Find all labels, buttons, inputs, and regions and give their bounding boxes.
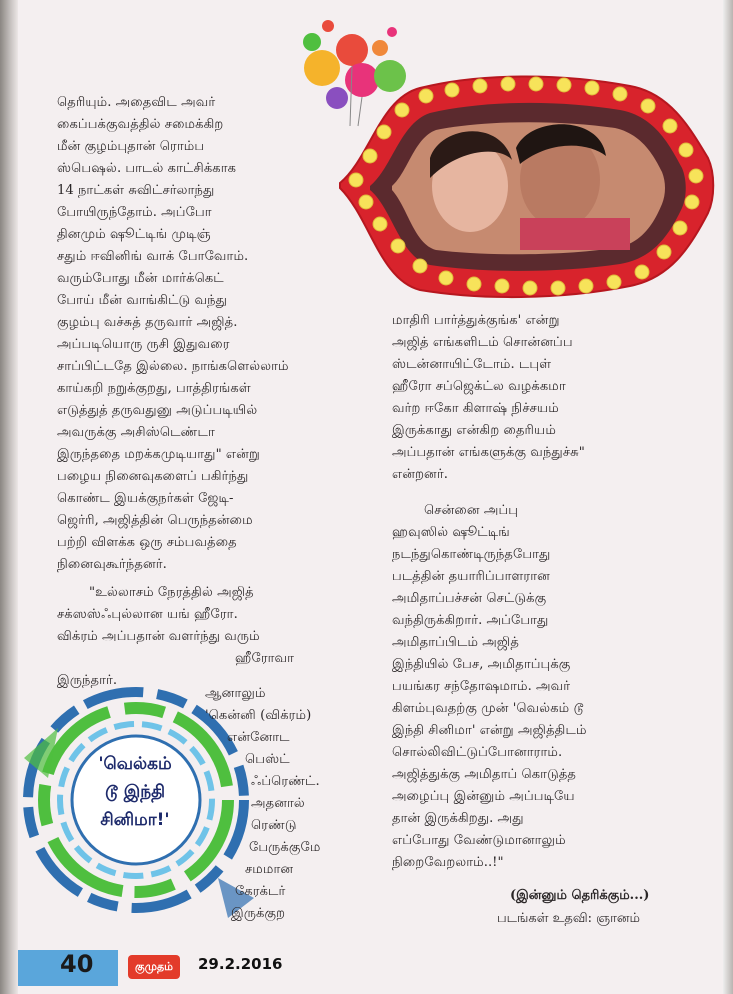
text-line: பயங்கர சந்தோஷமாம். அவர் <box>392 679 571 694</box>
text-line: இந்தியில் பேச, அமிதாப்புக்கு <box>392 657 571 672</box>
text-line: ரெண்டு <box>251 818 297 833</box>
text-line: அழைப்பு இன்னும் அப்படியே <box>392 789 575 804</box>
text-line: தான் இருக்கிறது. அது <box>392 811 524 826</box>
text-line: வரும்போது மீன் மார்க்கெட் <box>57 271 224 286</box>
text-line: அதனால் <box>251 796 305 811</box>
magazine-logo: குமுதம் <box>128 955 180 979</box>
text-line: பெஸ்ட் <box>245 752 290 767</box>
movie-still-frame <box>330 68 715 303</box>
text-line: விக்ரம் அப்பதான் வளர்ந்து வரும் <box>57 629 260 644</box>
photo-credit: படங்கள் உதவி: ஞானம் <box>497 911 640 926</box>
text-line: பற்றி விளக்க ஒரு சம்பவத்தை <box>57 535 237 550</box>
text-line: சாப்பிட்டதே இல்லை. நாங்களெல்லாம் <box>57 359 289 374</box>
paragraph <box>392 310 692 486</box>
text-line: சக்ஸஸ்ஃபுல்லான யங் ஹீரோ. <box>57 607 238 622</box>
text-line: அவருக்கு அசிஸ்டெண்டா <box>57 425 215 440</box>
text-line: ஃப்ரெண்ட். <box>251 774 320 789</box>
text-line: ஸ்டன்னாயிட்டோம். டபுள் <box>392 357 552 372</box>
page-edge <box>723 0 733 994</box>
text-line: அமிதாப்பிடம் அஜித் <box>392 635 519 650</box>
text-line: நடந்துகொண்டிருந்தபோது <box>392 547 551 562</box>
text-line: சமமான <box>245 862 294 877</box>
text-line: என்றனர். <box>392 467 448 482</box>
text-line: படத்தின் தயாரிப்பாளரான <box>392 569 550 584</box>
text-line: போயிருந்தோம். அப்போ <box>57 205 212 220</box>
paragraph <box>57 92 352 576</box>
text-line: சொல்லிவிட்டுப்போனாராம். <box>392 745 563 760</box>
paragraph <box>203 683 383 925</box>
badge-line: டூ இந்தி <box>104 782 166 802</box>
text-line: தினமும் ஷூட்டிங் முடிஞ் <box>57 227 211 242</box>
text-line: பழைய நினைவுகளைப் பகிர்ந்து <box>57 469 249 484</box>
text-line: வந்திருக்கிறார். அப்போது <box>392 613 549 628</box>
text-line: அஜித் எங்களிடம் சொன்னப்ப <box>392 335 573 350</box>
text-line: 14 நாட்கள் சுவிட்சர்லாந்து <box>57 183 215 198</box>
text-line: எடுத்துத் தருவதுனு அடுப்படியில் <box>57 403 258 418</box>
text-line: வர்ற ஈகோ கிளாஷ் நிச்சயம் <box>392 401 559 416</box>
article-column-left <box>57 92 352 692</box>
text-line: "உல்லாசம் நேரத்தில் அஜித் <box>89 585 254 600</box>
text-line: குழம்பு வச்சுத் தருவார் அஜித். <box>57 315 238 330</box>
text-line: ஹவுஸில் ஷூட்டிங் <box>392 525 510 540</box>
text-line: ஜெர்ரி, அஜித்தின் பெருந்தன்மை <box>57 513 253 528</box>
text-line: இருக்காது என்கிற தைரியம் <box>392 423 556 438</box>
text-line: பேருக்குமே <box>249 840 321 855</box>
text-line: நினைவுகூர்ந்தனர். <box>57 557 167 572</box>
issue-date: 29.2.2016 <box>198 955 283 973</box>
text-line: சதும் ஈவினிங் வாக் போவோம். <box>57 249 249 264</box>
text-line: இருந்ததை மறக்கமுடியாது" என்று <box>57 447 260 462</box>
text-line: என்னோட <box>227 730 290 745</box>
page-binding <box>0 0 18 994</box>
text-line: நிறைவேறலாம்..!" <box>392 855 504 870</box>
badge-line: சினிமா!' <box>100 810 170 830</box>
text-line: போய் மீன் வாங்கிட்டு வந்து <box>57 293 228 308</box>
text-line: காய்கறி நறுக்குறது, பாத்திரங்கள் <box>57 381 251 396</box>
text-line: ஹீரோவா இருந்தார். <box>57 651 295 688</box>
text-line: 'கென்னி (விக்ரம்) <box>205 708 312 723</box>
continued-note: (இன்னும் தெரிக்கும்...) <box>510 888 650 903</box>
text-line: இந்தி சினிமா' என்று அஜித்திடம் <box>392 723 587 738</box>
paragraph <box>392 500 692 874</box>
article-wrap-column <box>203 683 383 925</box>
article-column-right <box>392 310 692 874</box>
text-line: இருக்குற <box>231 906 286 921</box>
text-line: கைப்பக்குவத்தில் சமைக்கிற <box>57 117 224 132</box>
text-line: அஜித்துக்கு அமிதாப் கொடுத்த <box>392 767 577 782</box>
text-line: ஆனாலும் <box>205 686 266 701</box>
text-line: அமிதாப்பச்சன் செட்டுக்கு <box>392 591 547 606</box>
text-line: கொண்ட இயக்குநர்கள் ஜேடி- <box>57 491 234 506</box>
text-line: சென்னை அப்பு <box>424 503 519 518</box>
text-line: மாதிரி பார்த்துக்குங்க' என்று <box>392 313 560 328</box>
text-line: தெரியும். அதைவிட அவர் <box>57 95 216 110</box>
text-line: அப்படியொரு ருசி இதுவரை <box>57 337 230 352</box>
text-line: ஹீரோ சப்ஜெக்ட்ல வழக்கமா <box>392 379 566 394</box>
text-line: அப்பதான் எங்களுக்கு வந்துச்சு" <box>392 445 585 460</box>
text-line: மீன் குழம்புதான் ரொம்ப <box>57 139 205 154</box>
text-line: கேரக்டர் <box>235 884 286 899</box>
text-line: கிளம்புவதற்கு முன் 'வெல்கம் டூ <box>392 701 584 716</box>
text-line: எப்போது வேண்டுமானாலும் <box>392 833 566 848</box>
badge-line: 'வெல்கம் <box>98 754 172 774</box>
page-footer <box>0 950 733 994</box>
text-line: ஸ்பெஷல். பாடல் காட்சிக்காக <box>57 161 237 176</box>
badge-title <box>65 750 205 834</box>
page-number: 40 <box>60 950 94 978</box>
